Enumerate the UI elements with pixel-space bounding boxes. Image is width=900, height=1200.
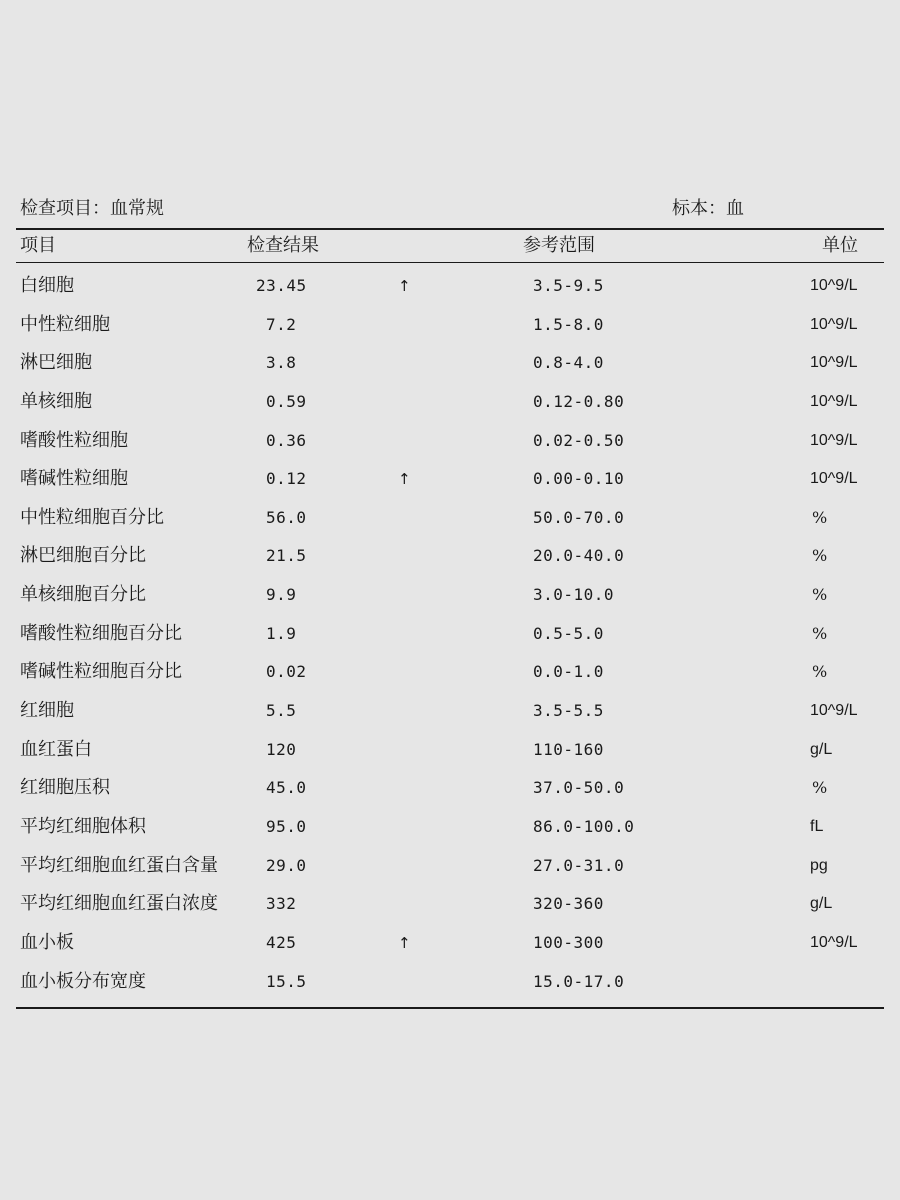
table-row — [0, 808, 900, 847]
table-row — [0, 885, 900, 924]
cell-result: 0.36 — [266, 430, 307, 450]
cell-unit: 10^9/L — [810, 933, 858, 951]
cell-result: 1.9 — [266, 623, 297, 643]
table-row — [0, 963, 900, 1002]
table-row — [0, 653, 900, 692]
cell-reference: 3.0-10.0 — [533, 585, 615, 605]
table-row — [0, 460, 900, 499]
cell-item: 血小板 — [20, 931, 74, 953]
table-header-rule — [16, 262, 884, 263]
cell-item: 淋巴细胞百分比 — [20, 545, 146, 567]
table-body — [0, 267, 900, 1001]
cell-item: 单核细胞 — [20, 390, 92, 412]
cell-unit: 10^9/L — [810, 470, 858, 488]
cell-result: 9.9 — [266, 585, 297, 605]
cell-reference: 15.0-17.0 — [533, 971, 625, 991]
cell-unit: 10^9/L — [810, 392, 858, 410]
cell-item: 平均红细胞血红蛋白浓度 — [20, 893, 218, 915]
column-header-item: 项目 — [20, 235, 56, 256]
cell-result: 120 — [266, 739, 297, 759]
cell-result: 5.5 — [266, 701, 297, 721]
cell-item: 嗜酸性粒细胞百分比 — [20, 622, 182, 644]
report-meta — [20, 194, 880, 224]
abnormal-flag-icon: ↑ — [398, 277, 411, 295]
cell-reference: 0.12-0.80 — [533, 391, 625, 411]
cell-item: 白细胞 — [20, 275, 74, 296]
cell-item: 血红蛋白 — [20, 738, 92, 760]
cell-reference: 20.0-40.0 — [533, 546, 625, 566]
cell-result: 21.5 — [266, 546, 307, 566]
cell-unit: % — [812, 546, 828, 566]
table-row — [0, 731, 900, 770]
cell-item: 嗜碱性粒细胞 — [20, 468, 128, 490]
cell-unit: % — [812, 778, 828, 798]
cell-item: 中性粒细胞 — [20, 313, 110, 335]
cell-result: 56.0 — [266, 507, 307, 527]
cell-result: 0.12 — [266, 469, 307, 489]
table-row — [0, 499, 900, 538]
cell-reference: 86.0-100.0 — [533, 816, 635, 836]
cell-reference: 1.5-8.0 — [533, 314, 604, 334]
cell-unit: 10^9/L — [810, 431, 858, 449]
specimen-label: 标本：血 — [672, 198, 744, 219]
table-row — [0, 847, 900, 886]
column-header-result: 检查结果 — [247, 235, 319, 256]
cell-item: 平均红细胞血红蛋白含量 — [20, 854, 218, 876]
table-row — [0, 769, 900, 808]
cell-unit: % — [812, 662, 828, 682]
table-row — [0, 344, 900, 383]
cell-unit: g/L — [810, 895, 833, 913]
cell-item: 平均红细胞体积 — [20, 815, 146, 837]
table-header — [0, 230, 900, 262]
column-header-unit: 单位 — [822, 235, 858, 256]
cell-unit: % — [812, 507, 828, 527]
cell-reference: 0.0-1.0 — [533, 662, 604, 682]
cell-result: 0.02 — [266, 662, 307, 682]
cell-unit: % — [812, 623, 828, 643]
cell-reference: 27.0-31.0 — [533, 855, 625, 875]
cell-item: 中性粒细胞百分比 — [20, 506, 164, 528]
cell-reference: 3.5-9.5 — [533, 276, 604, 295]
cell-reference: 0.02-0.50 — [533, 430, 625, 450]
cell-unit: 10^9/L — [810, 315, 858, 333]
cell-unit: g/L — [810, 740, 833, 758]
cell-item: 嗜碱性粒细胞百分比 — [20, 661, 182, 683]
cell-item: 红细胞压积 — [20, 777, 110, 799]
table-row — [0, 537, 900, 576]
cell-reference: 100-300 — [533, 932, 604, 952]
cell-result: 15.5 — [266, 971, 307, 991]
table-row — [0, 306, 900, 345]
cell-reference: 0.5-5.0 — [533, 623, 604, 643]
cell-item: 单核细胞百分比 — [20, 584, 146, 606]
cell-reference: 3.5-5.5 — [533, 701, 604, 721]
table-row — [0, 924, 900, 963]
cell-result: 3.8 — [266, 353, 297, 373]
cell-unit: 10^9/L — [810, 702, 858, 720]
cell-reference: 50.0-70.0 — [533, 507, 625, 527]
table-row — [0, 692, 900, 731]
table-row — [0, 383, 900, 422]
table-bottom-rule — [16, 1007, 884, 1009]
abnormal-flag-icon: ↑ — [398, 470, 411, 489]
cell-result: 332 — [266, 894, 297, 914]
table-row — [0, 615, 900, 654]
cell-unit: % — [812, 585, 828, 605]
cell-reference: 0.8-4.0 — [533, 353, 604, 373]
column-header-reference: 参考范围 — [523, 235, 595, 256]
cell-result: 425 — [266, 932, 297, 952]
cell-reference: 37.0-50.0 — [533, 778, 625, 798]
test-item-label: 检查项目：血常规 — [20, 198, 164, 219]
abnormal-flag-icon: ↑ — [398, 933, 411, 952]
cell-unit: 10^9/L — [810, 354, 858, 372]
cell-reference: 110-160 — [533, 739, 604, 759]
cell-unit: pg — [810, 856, 828, 874]
table-row — [0, 576, 900, 615]
cell-result: 7.2 — [266, 314, 297, 334]
cell-reference: 0.00-0.10 — [533, 469, 625, 489]
cell-item: 淋巴细胞 — [20, 352, 92, 374]
cell-unit: 10^9/L — [810, 277, 858, 294]
table-row — [0, 267, 900, 306]
cell-reference: 320-360 — [533, 894, 604, 914]
cell-item: 红细胞 — [20, 700, 74, 722]
cell-unit: fL — [810, 817, 824, 835]
cell-result: 0.59 — [266, 391, 307, 411]
cell-result: 45.0 — [266, 778, 307, 798]
cell-result: 29.0 — [266, 855, 307, 875]
cell-result: 23.45 — [256, 276, 307, 295]
cell-item: 血小板分布宽度 — [20, 970, 146, 992]
cell-item: 嗜酸性粒细胞 — [20, 429, 128, 451]
table-row — [0, 422, 900, 461]
cell-result: 95.0 — [266, 816, 307, 836]
